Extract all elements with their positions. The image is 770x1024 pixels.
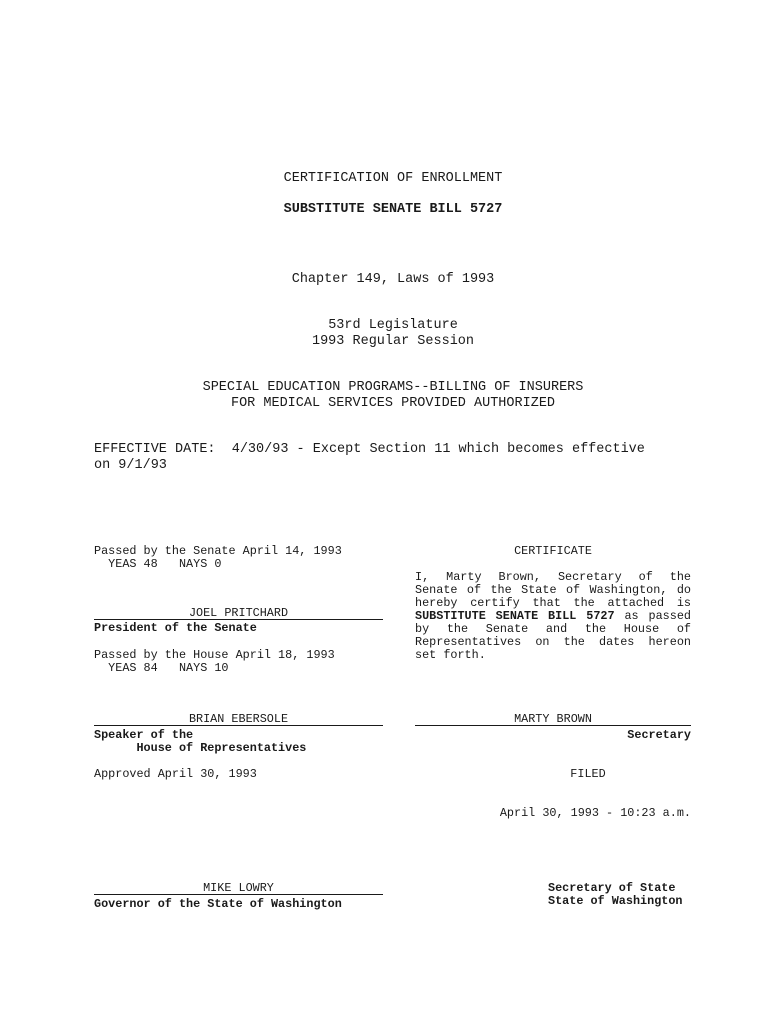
certification-title: CERTIFICATION OF ENROLLMENT bbox=[283, 171, 503, 186]
house-votes: YEAS 84 NAYS 10 bbox=[94, 661, 229, 675]
effective-date-line-2: on 9/1/93 bbox=[94, 458, 167, 473]
legislature-line: 53rd Legislature bbox=[328, 318, 458, 333]
subject-line-2: FOR MEDICAL SERVICES PROVIDED AUTHORIZED bbox=[230, 396, 556, 411]
president-name: JOEL PRITCHARD bbox=[188, 606, 289, 620]
governor-name: MIKE LOWRY bbox=[203, 881, 274, 895]
secretary-signature-line bbox=[415, 725, 691, 726]
approved-date: Approved April 30, 1993 bbox=[94, 767, 257, 781]
certificate-line: by the Senate and the House of bbox=[415, 622, 691, 636]
certificate-paragraph bbox=[415, 571, 691, 662]
chapter-line: Chapter 149, Laws of 1993 bbox=[291, 272, 495, 287]
state-of-washington-title: State of Washington bbox=[548, 894, 683, 908]
subject-line-1: SPECIAL EDUCATION PROGRAMS--BILLING OF INSURERS bbox=[202, 380, 584, 395]
effective-date-line-1: EFFECTIVE DATE: 4/30/93 - Except Section 11 which becomes effective bbox=[94, 442, 645, 457]
governor-title: Governor of the State of Washington bbox=[94, 897, 342, 911]
filed-date: April 30, 1993 - 10:23 a.m. bbox=[499, 806, 691, 820]
session-line: 1993 Regular Session bbox=[311, 334, 475, 349]
certificate-line: hereby certify that the attached is bbox=[415, 596, 691, 610]
speaker-signature-line bbox=[94, 725, 383, 726]
president-title: President of the Senate bbox=[94, 621, 257, 635]
governor-signature-line bbox=[94, 894, 383, 895]
president-signature-line bbox=[94, 619, 383, 620]
senate-votes: YEAS 48 NAYS 0 bbox=[94, 557, 222, 571]
speaker-name: BRIAN EBERSOLE bbox=[188, 712, 289, 726]
secretary-of-state-title: Secretary of State bbox=[548, 881, 676, 895]
filed-label: FILED bbox=[570, 767, 606, 781]
certificate-line: Representatives on the dates hereon bbox=[415, 635, 691, 649]
senate-passed: Passed by the Senate April 14, 1993 bbox=[94, 544, 342, 558]
certificate-line: I, Marty Brown, Secretary of the bbox=[415, 570, 691, 584]
speaker-title-2: House of Representatives bbox=[94, 741, 307, 755]
certificate-line-rest: as passed bbox=[614, 609, 691, 623]
bill-title: SUBSTITUTE SENATE BILL 5727 bbox=[283, 202, 503, 217]
secretary-title: Secretary bbox=[627, 728, 691, 742]
house-passed: Passed by the House April 18, 1993 bbox=[94, 648, 335, 662]
speaker-title-1: Speaker of the bbox=[94, 728, 194, 742]
secretary-name: MARTY BROWN bbox=[514, 712, 592, 726]
certificate-heading: CERTIFICATE bbox=[514, 544, 592, 558]
certificate-bill-title: SUBSTITUTE SENATE BILL 5727 bbox=[415, 609, 615, 623]
certificate-line: Senate of the State of Washington, do bbox=[415, 583, 691, 597]
certificate-line: set forth. bbox=[415, 648, 486, 662]
